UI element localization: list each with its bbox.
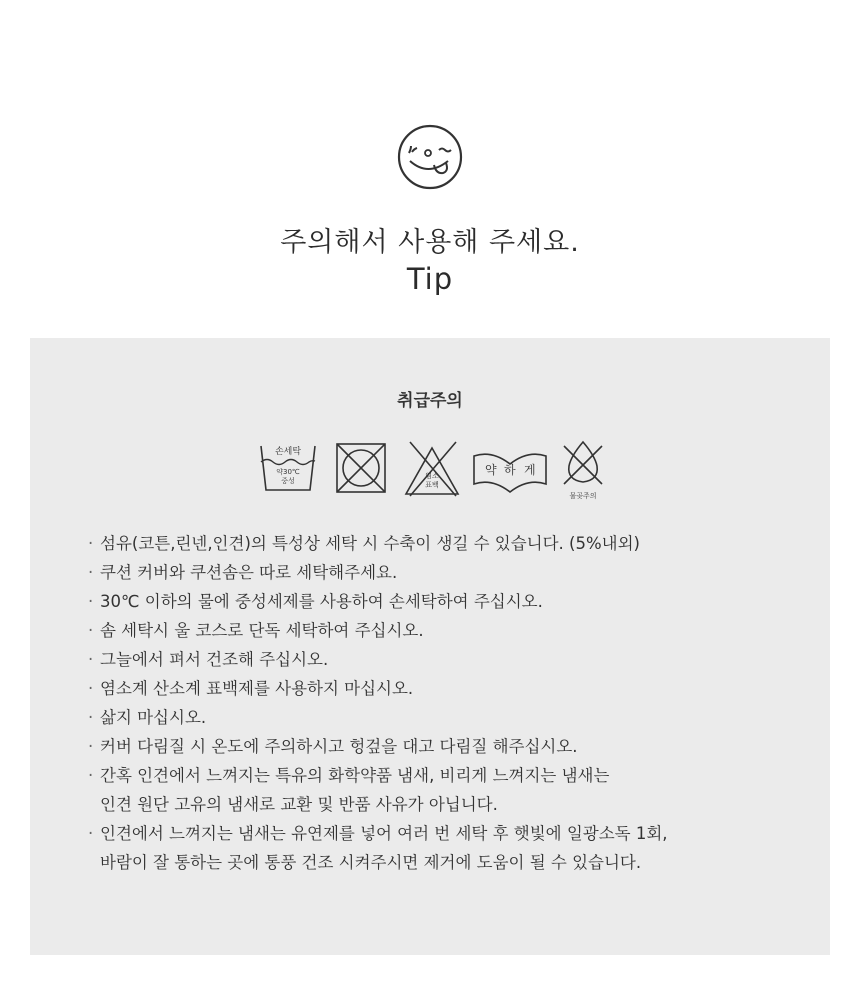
svg-text:염소: 염소 [425, 472, 439, 480]
svg-text:손세탁: 손세탁 [274, 447, 302, 457]
list-item: · 30℃ 이하의 물에 중성세제를 사용하여 손세탁하여 주십시오. [88, 592, 543, 611]
list-item: · 쿠션 커버와 쿠션솜은 따로 세탁해주세요. [88, 563, 398, 582]
do-not-bleach-icon [402, 438, 462, 498]
list-item: · 인견에서 느껴지는 냄새는 유연제를 넣어 여러 번 세탁 후 햇빛에 일광소독 1회, 바람이 잘 통하는 곳에 통풍 건조 시켜주시면 제거에 도움이 될 수 있습니다. [88, 824, 668, 872]
list-item: · 커버 다림질 시 온도에 주의하시고 헝겊을 대고 다림질 해주십시오. [88, 737, 578, 756]
svg-text:게: 게 [524, 463, 536, 477]
page-subtitle: Tip [406, 262, 454, 296]
list-item: · 그늘에서 펴서 건조해 주십시오. [88, 650, 329, 669]
care-title: 취급주의 [397, 391, 463, 411]
list-item: · 염소계 산소계 표백제를 사용하지 마십시오. [88, 679, 414, 698]
list-item: · 솜 세탁시 울 코스로 단독 세탁하여 주십시오. [88, 621, 424, 640]
list-item: · 삶지 마십시오. [88, 708, 207, 727]
svg-text:약30℃: 약30℃ [276, 468, 300, 476]
care-instructions-panel [30, 338, 830, 955]
svg-text:하: 하 [504, 463, 516, 477]
smiley-face-icon [396, 123, 464, 191]
hand-wash-icon [257, 438, 319, 500]
list-item: · 섬유(코튼,린넨,인견)의 특성상 세탁 시 수축이 생길 수 있습니다. (5%내외) [88, 534, 640, 553]
page-title: 주의해서 사용해 주세요. [280, 227, 580, 258]
gentle-iron-icon [470, 438, 550, 498]
list-item: · 간혹 인견에서 느껴지는 특유의 화학약품 냄새, 비리게 느껴지는 냄새는 인견 원단 고유의 냄새로 교환 및 반품 사유가 아닙니다. [88, 766, 610, 814]
do-not-dry-clean-icon [558, 438, 608, 504]
svg-text:중성: 중성 [281, 477, 295, 485]
care-notes-list [88, 529, 808, 877]
svg-text:물곶주의: 물곶주의 [569, 492, 597, 500]
svg-text:표백: 표백 [425, 481, 439, 489]
do-not-tumble-dry-icon [333, 438, 389, 494]
svg-text:약: 약 [485, 463, 497, 477]
care-symbols [30, 438, 830, 508]
